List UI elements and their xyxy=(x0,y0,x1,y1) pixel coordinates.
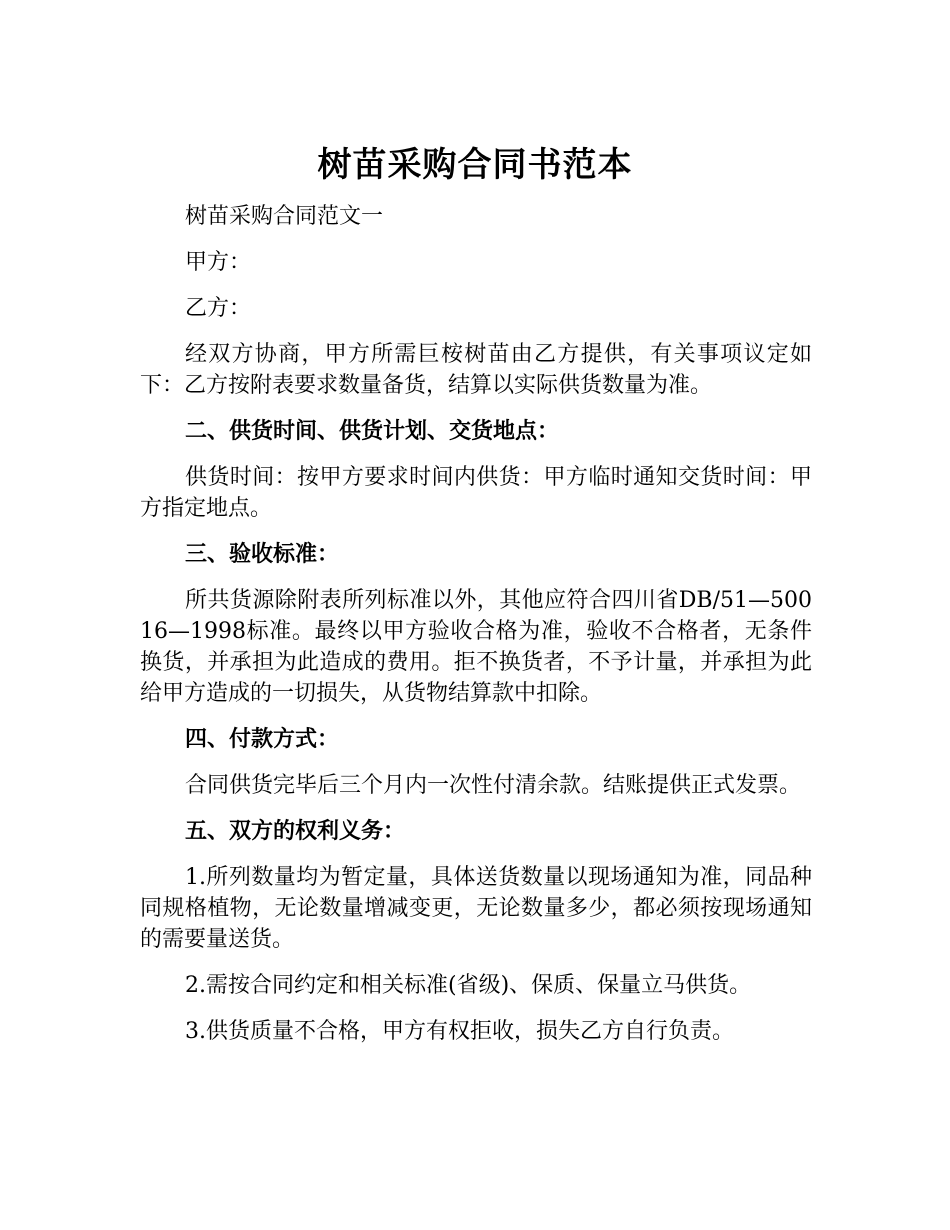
paragraph-subtitle: 树苗采购合同范文一 xyxy=(185,204,384,229)
paragraph-acceptance-standard: 所共货源除附表所列标准以外，其他应符合四川省DB/51—50016—1998标准。最终以甲方验收合格为准，验收不合格者，无条件换货，并承担为此造成的费用。拒不换货者，不予计量，并承担为此给甲方造成的一切损失，从货物结算款中扣除。 xyxy=(140,588,812,706)
paragraph-party-a: 甲方： xyxy=(185,250,252,275)
document-body xyxy=(140,201,812,1047)
paragraph-rights-1: 1.所列数量均为暂定量，具体送货数量以现场通知为准，同品种同规格植物，无论数量增减变更，无论数量多少，都必须按现场通知的需要量送货。 xyxy=(140,865,812,952)
paragraph-rights-3: 3.供货质量不合格，甲方有权拒收，损失乙方自行负责。 xyxy=(185,1019,734,1044)
section-heading-payment: 四、付款方式： xyxy=(185,727,340,752)
document-title: 树苗采购合同书范本 xyxy=(317,144,633,185)
paragraph-agreement: 经双方协商，甲方所需巨桉树苗由乙方提供，有关事项议定如下：乙方按附表要求数量备货，结算以实际供货数量为准。 xyxy=(140,342,812,398)
paragraph-payment: 合同供货完毕后三个月内一次性付清余款。结账提供正式发票。 xyxy=(185,773,802,798)
section-heading-rights: 五、双方的权利义务： xyxy=(185,819,406,844)
paragraph-rights-2: 2.需按合同约定和相关标准(省级)、保质、保量立马供货。 xyxy=(185,973,752,998)
section-heading-supply: 二、供货时间、供货计划、交货地点： xyxy=(185,419,560,444)
paragraph-supply-time: 供货时间：按甲方要求时间内供货：甲方临时通知交货时间：甲方指定地点。 xyxy=(140,465,812,521)
paragraph-party-b: 乙方： xyxy=(185,296,252,321)
section-heading-acceptance: 三、验收标准： xyxy=(185,542,340,567)
